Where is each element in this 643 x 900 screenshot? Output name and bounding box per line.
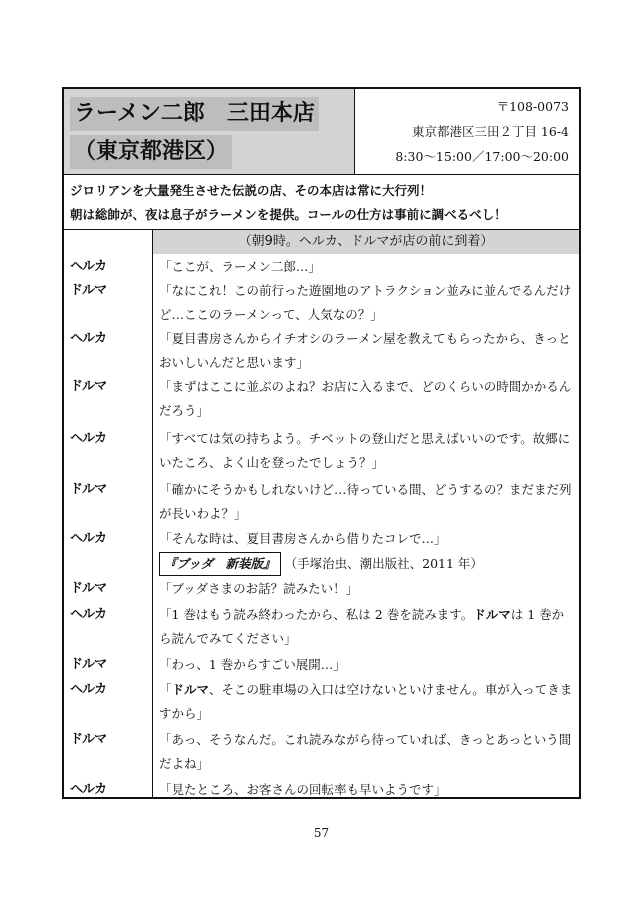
speech-text: 「わっ、1 巻からすごい展開…」	[159, 657, 346, 672]
speech-text: 「まずはここに並ぶのよね？お店に入るまで、どのくらいの時間かかるんだろう」	[159, 379, 572, 418]
speech-text: 「なにこれ！この前行った遊園地のアトラクション並みに並んでるんだけど…ここのラーメンって、人気なの？」	[159, 283, 572, 322]
lead-line-2: 朝は総帥が、夜は息子がラーメンを提供。コールの仕方は事前に調べるべし！	[70, 207, 507, 222]
speaker-name: ドルマ	[70, 581, 107, 596]
speech-text: 「確かにそうかもしれないけど…待っている間、どうするの？まだまだ列が長いわよ？」	[159, 482, 572, 521]
book-info: （手塚治虫、潮出版社、2011 年）	[284, 556, 483, 571]
speaker-name: ドルマ	[70, 482, 107, 497]
speaker-divider	[152, 230, 153, 797]
speaker-name: ヘルカ	[70, 259, 107, 274]
opening-hours: 8:30～15:00／17:00～20:00	[395, 149, 569, 164]
speech-text: 「あっ、そうなんだ。これ読みながら待っていれば、きっとあっという間だよね」	[159, 732, 572, 771]
speech-text: 「ドルマ、そこの駐車場の入口は空けないといけません。車が入ってきますから」	[159, 682, 573, 721]
speaker-name: ドルマ	[70, 657, 107, 672]
shop-info	[355, 89, 579, 174]
address: 東京都港区三田２丁目 16-4	[411, 124, 569, 139]
speech-text: 「ここが、ラーメン二郎…」	[159, 259, 321, 274]
lead-line-1: ジロリアンを大量発生させた伝説の店、その本店は常に大行列！	[70, 183, 433, 198]
page-number: 57	[313, 826, 330, 840]
speaker-name: ヘルカ	[70, 682, 107, 697]
speaker-name: ヘルカ	[70, 331, 107, 346]
speech-text: 「夏目書房さんからイチオシのラーメン屋を教えてもらったから、きっとおいしいんだと思います」	[159, 331, 571, 370]
inline-speaker-name: ドルマ	[171, 682, 210, 697]
shop-location: （東京都港区）	[70, 135, 232, 169]
speaker-name: ドルマ	[70, 283, 107, 298]
scene-direction: （朝9時。ヘルカ、ドルマが店の前に到着）	[153, 230, 579, 254]
shop-header	[64, 89, 579, 175]
speaker-name: ドルマ	[70, 732, 107, 747]
speaker-name: ヘルカ	[70, 431, 107, 446]
speaker-name: ヘルカ	[70, 782, 107, 797]
speaker-name: ヘルカ	[70, 531, 107, 546]
speech-text: 「すべては気の持ちよう。チベットの登山だと思えばいいのです。故郷にいたころ、よく山を登ったでしょう？」	[159, 431, 571, 470]
article-frame	[62, 87, 581, 799]
lead-text	[64, 175, 579, 230]
speech-text: 「ブッダさまのお話？読みたい！」	[159, 581, 359, 596]
shop-name: ラーメン二郎 三田本店	[70, 97, 319, 131]
speaker-name: ヘルカ	[70, 607, 107, 622]
book-title: 『ブッダ 新装版』	[159, 552, 281, 576]
speech-text: 「1 巻はもう読み終わったから、私は 2 巻を読みます。ドルマは 1 巻から読んでみてください」	[159, 607, 565, 646]
speaker-name: ドルマ	[70, 379, 107, 394]
shop-title-box	[64, 89, 355, 174]
speech-text: 「見たところ、お客さんの回転率も早いようです」	[159, 782, 447, 797]
speech-text: 「そんな時は、夏目書房さんから借りたコレで…」	[159, 531, 447, 546]
postal-code: 〒108-0073	[496, 99, 569, 114]
inline-speaker-name: ドルマ	[473, 607, 511, 622]
